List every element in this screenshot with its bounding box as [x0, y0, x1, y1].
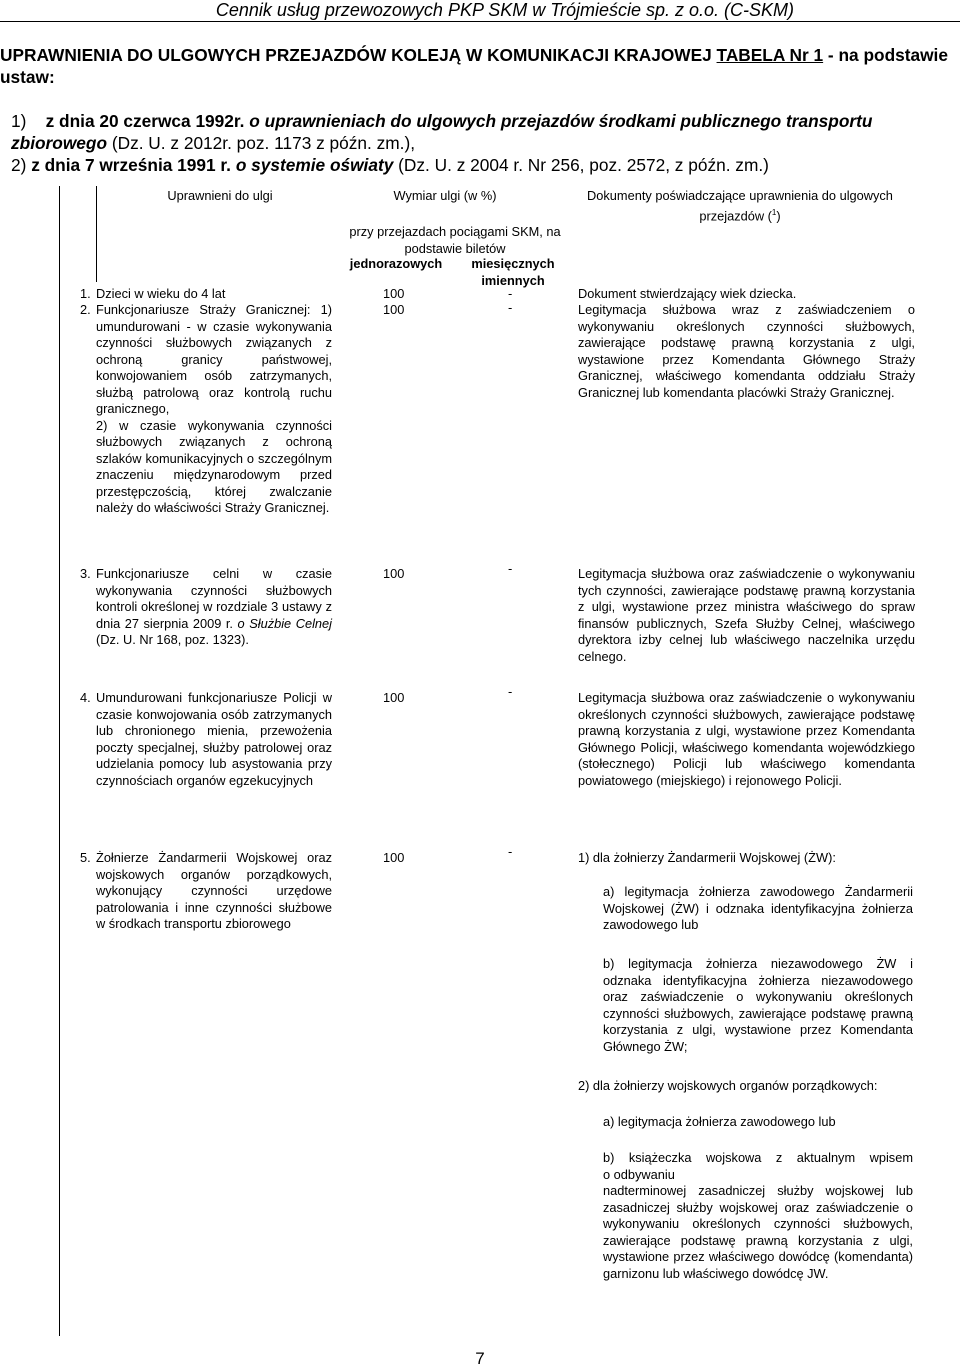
row-4-monthly: -	[508, 684, 513, 699]
row-5-documents-1a: a) legitymacja żołnierza zawodowego Żandarmerii Wojskowej (ŻW) i odznaka identyfikacyjna żołnierza zawodowego lub	[603, 884, 913, 932]
row-4-single: 100	[383, 690, 405, 705]
row-1-single: 100	[383, 286, 405, 301]
page-header	[0, 0, 960, 22]
row-5-documents-1: 1) dla żołnierzy Żandarmerii Wojskowej (ŻW):	[578, 850, 836, 865]
row-1-number: 1.	[80, 286, 91, 301]
row-4-documents: Legitymacja służbowa oraz zaświadczenie o wykonywaniu określonych czynności służbowych, zawierające podstawę prawną korzystania z ulgi, wystawione przez Komendanta Głównego Policji, właściwego komendanta wojewódzkiego (stołecznego) Policji lub właściwego komendanta powiatowego (miejskiego) i rejonowego Policji.	[578, 690, 915, 788]
row-1-entitled: Dzieci w wieku do 4 lat	[96, 286, 226, 301]
header-entitled: Uprawnieni do ulgi	[167, 188, 273, 203]
law-2-name: o systemie oświaty	[235, 155, 394, 175]
row-3-entitled-ref: (Dz. U. Nr 168, poz. 1323).	[96, 632, 249, 647]
title-main: UPRAWNIENIA DO ULGOWYCH PRZEJAZDÓW KOLEJĄ W KOMUNIKACJI KRAJOWEJ	[0, 45, 717, 65]
row-2-entitled	[96, 302, 332, 517]
row-5-single: 100	[383, 850, 405, 865]
title-table-number: TABELA Nr 1	[716, 45, 824, 65]
row-1-monthly: -	[508, 286, 513, 301]
row-3-number: 3.	[80, 566, 91, 581]
row-3-entitled	[96, 566, 332, 649]
header-monthly: miesięcznych imiennych	[471, 256, 555, 288]
row-5-documents-2: 2) dla żołnierzy wojskowych organów porządkowych:	[578, 1078, 878, 1093]
header-discount: Wymiar ulgi (w %)	[393, 188, 497, 203]
document-title	[0, 44, 950, 88]
row-2-monthly: -	[508, 300, 513, 315]
row-2-single: 100	[383, 302, 405, 317]
table-rule-number	[96, 186, 97, 282]
row-3-single: 100	[383, 566, 405, 581]
row-5-documents-2b-line1: b) książeczka wojskowa z aktualnym wpisem	[603, 1150, 913, 1165]
law-2-date: z dnia 7 września 1991 r.	[31, 155, 231, 175]
row-1-documents: Dokument stwierdzający wiek dziecka.	[578, 286, 797, 301]
row-3-entitled-act: o Służbie Celnej	[237, 615, 332, 631]
row-3-documents: Legitymacja służbowa oraz zaświadczenie o wykonywaniu tych czynności, zawierające podstawę prawną korzystania z ulgi, wystawione przez ministra właściwego do spraw finansów publicznych, Szefa Służby Celnej, właściwego dyrektora izby celnej lub właściwego naczelnika urzędu celnego.	[578, 566, 915, 664]
header-subhead: przy przejazdach pociągami SKM, na podstawie biletów	[349, 224, 561, 256]
header-documents-footnote: 1	[771, 207, 777, 217]
row-4-number: 4.	[80, 690, 91, 705]
row-2-number: 2.	[80, 302, 91, 317]
row-5-documents-1b: b) legitymacja żołnierza niezawodowego ŻW i odznaka identyfikacyjna żołnierza niezawodowego oraz zaświadczenie o wykonywaniu określonych czynności służbowych, zawierające podstawę prawną korzystania z ulgi, wystawione przez Komendanta Głównego ŻW;	[603, 956, 913, 1054]
table-rule-left	[59, 186, 60, 1336]
header-documents-close: )	[776, 207, 781, 223]
row-2-entitled-part2: 2) w czasie wykonywania czynności służbowych związanych z ochroną szlaków komunikacyjnych o szczególnym znaczeniu międzynarodowym przed przestępczością, której zwalczanie należy do właściwości Straży Granicznej.	[96, 417, 332, 515]
row-5-documents-2a: a) legitymacja żołnierza zawodowego lub	[603, 1114, 836, 1129]
row-3-monthly: -	[508, 561, 513, 576]
law-2	[11, 154, 951, 176]
law-1-ref: (Dz. U. z 2012r. poz. 1173 z późn. zm.),	[111, 133, 416, 153]
law-1-name: o uprawnieniach do ulgowych przejazdów środkami publicznego transportu zbiorowego	[11, 111, 873, 153]
row-5-number: 5.	[80, 850, 91, 865]
page-number: 7	[475, 1349, 485, 1368]
header-text: Cennik usług przewozowych PKP SKM w Trójmieście sp. z o.o. (C-SKM)	[215, 0, 794, 20]
row-3-entitled-text: Funkcjonariusze celni w czasie wykonywania czynności służbowych kontroli określonej w rozdziale 3 ustawy z dnia 27 sierpnia 2009 r.	[96, 566, 332, 631]
row-5-documents-2b-rest: nadterminowej zasadniczej służby wojskowej lub zasadniczej służby wojskowej oraz zaświadczenie o wykonywaniu określonych czynności służbowych, zawierające podstawę prawną korzystania z ulgi, wystawione przez właściwego dowódcę (komendanta) garnizonu lub właściwego dowódcę JW.	[603, 1183, 913, 1281]
row-5-entitled: Żołnierze Żandarmerii Wojskowej oraz wojskowych organów porządkowych, wykonujący czynności urzędowe patrolowania i inne czynności służbowe w środkach transportu zbiorowego	[96, 850, 332, 931]
law-1-number: 1)	[11, 111, 27, 131]
row-4-entitled: Umundurowani funkcjonariusze Policji w czasie konwojowania osób zatrzymanych lub chronionego mienia, przewożenia poczty specjalnej, służby patrolowej oraz udzielania pomocy lub asystowania przy czynnościach organów egzekucyjnych	[96, 690, 332, 788]
law-2-ref: (Dz. U. z 2004 r. Nr 256, poz. 2572, z późn. zm.)	[398, 155, 769, 175]
law-1	[11, 110, 951, 154]
row-5-monthly: -	[508, 844, 513, 859]
law-1-date: z dnia 20 czerwca 1992r.	[45, 111, 245, 131]
header-documents-text: Dokumenty poświadczające uprawnienia do ulgowych przejazdów (	[587, 188, 893, 223]
row-2-entitled-part1: Funkcjonariusze Straży Granicznej: 1) umundurowani - w czasie wykonywania czynności służbowych związanych z ochroną granicy państwowej, konwojowaniem osób zatrzymanych, służbą patrolową oraz kontrolą ruchu granicznego,	[96, 302, 332, 416]
header-single: jednorazowych	[349, 256, 443, 271]
header-documents	[575, 188, 905, 224]
title-suffix: - na podstawie ustaw:	[0, 45, 948, 87]
law-2-number: 2)	[11, 155, 27, 175]
row-5-documents-2b-line2: o odbywaniu	[603, 1166, 675, 1182]
row-2-documents: Legitymacja służbowa wraz z zaświadczeniem o wykonywaniu określonych czynności służbowych, zawierające podstawę prawną korzystania z ulgi, wystawione przez Komendanta Głównego Straży Granicznej, właściwego komendanta oddziału Straży Granicznej lub komendanta placówki Straży Granicznej.	[578, 302, 915, 400]
row-5-documents-2b	[603, 1150, 913, 1282]
header-rule	[0, 21, 960, 22]
